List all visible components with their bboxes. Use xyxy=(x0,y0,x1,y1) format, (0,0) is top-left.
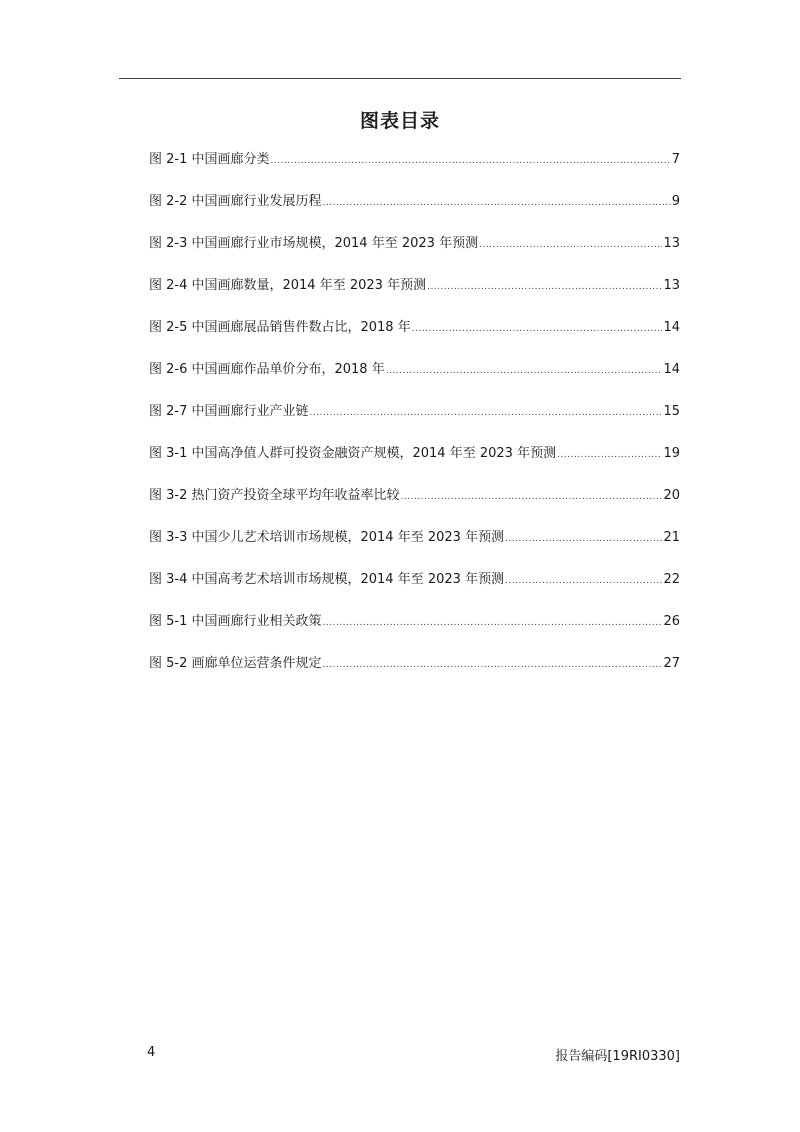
toc-entry[interactable] xyxy=(149,486,680,528)
toc-leader-dots xyxy=(386,361,663,381)
toc-leader-dots xyxy=(310,403,663,423)
toc-entry-page: 15 xyxy=(663,404,680,419)
toc-entry-label: 图 2-6 中国画廊作品单价分布，2018 年 xyxy=(149,362,385,377)
toc-entry-label: 图 3-1 中国高净值人群可投资金融资产规模，2014 年至 2023 年预测 xyxy=(149,446,557,461)
toc-entry-page: 13 xyxy=(663,236,680,251)
toc-entry-label: 图 5-2 画廊单位运营条件规定 xyxy=(149,656,322,671)
toc-entry-label: 图 5-1 中国画廊行业相关政策 xyxy=(149,614,322,629)
toc-entry[interactable] xyxy=(149,234,680,276)
toc-entry-label: 图 2-2 中国画廊行业发展历程 xyxy=(149,194,322,209)
toc-entry-page: 20 xyxy=(663,488,680,503)
toc-entry-page: 21 xyxy=(663,530,680,545)
footer-report-code: 报告编码[19RI0330] xyxy=(555,1049,680,1064)
toc-entry-label: 图 3-4 中国高考艺术培训市场规模，2014 年至 2023 年预测 xyxy=(149,572,505,587)
figure-toc-list xyxy=(149,150,680,696)
toc-leader-dots xyxy=(323,193,671,213)
toc-entry[interactable] xyxy=(149,654,680,696)
toc-entry-label: 图 2-4 中国画廊数量，2014 年至 2023 年预测 xyxy=(149,278,427,293)
toc-leader-dots xyxy=(323,613,663,633)
toc-entry[interactable] xyxy=(149,360,680,402)
toc-leader-dots xyxy=(557,445,662,465)
toc-entry[interactable] xyxy=(149,150,680,192)
toc-entry-page: 14 xyxy=(663,362,680,377)
toc-leader-dots xyxy=(505,571,662,591)
toc-entry-label: 图 2-5 中国画廊展品销售件数占比，2018 年 xyxy=(149,320,411,335)
toc-entry-page: 13 xyxy=(663,278,680,293)
toc-leader-dots xyxy=(505,529,662,549)
toc-entry[interactable] xyxy=(149,192,680,234)
toc-leader-dots xyxy=(323,655,663,675)
header-rule xyxy=(119,78,681,79)
toc-leader-dots xyxy=(427,277,662,297)
toc-leader-dots xyxy=(412,319,663,339)
toc-entry-page: 9 xyxy=(671,194,680,209)
page-title: 图表目录 xyxy=(359,110,440,132)
toc-entry-page: 14 xyxy=(663,320,680,335)
toc-leader-dots xyxy=(271,151,671,171)
toc-entry-label: 图 3-2 热门资产投资全球平均年收益率比较 xyxy=(149,488,400,503)
toc-entry[interactable] xyxy=(149,612,680,654)
toc-entry[interactable] xyxy=(149,276,680,318)
toc-entry-page: 26 xyxy=(663,614,680,629)
toc-entry-page: 27 xyxy=(663,656,680,671)
footer-page-number: 4 xyxy=(147,1045,156,1060)
toc-entry-page: 22 xyxy=(663,572,680,587)
toc-entry-label: 图 3-3 中国少儿艺术培训市场规模，2014 年至 2023 年预测 xyxy=(149,530,505,545)
toc-entry-page: 19 xyxy=(663,446,680,461)
toc-entry-label: 图 2-7 中国画廊行业产业链 xyxy=(149,404,309,419)
toc-entry-label: 图 2-1 中国画廊分类 xyxy=(149,152,270,167)
toc-entry[interactable] xyxy=(149,402,680,444)
toc-entry[interactable] xyxy=(149,318,680,360)
toc-leader-dots xyxy=(401,487,663,507)
toc-entry[interactable] xyxy=(149,444,680,486)
toc-entry[interactable] xyxy=(149,570,680,612)
toc-leader-dots xyxy=(479,235,662,255)
toc-entry-label: 图 2-3 中国画廊行业市场规模，2014 年至 2023 年预测 xyxy=(149,236,479,251)
toc-entry[interactable] xyxy=(149,528,680,570)
toc-entry-page: 7 xyxy=(671,152,680,167)
